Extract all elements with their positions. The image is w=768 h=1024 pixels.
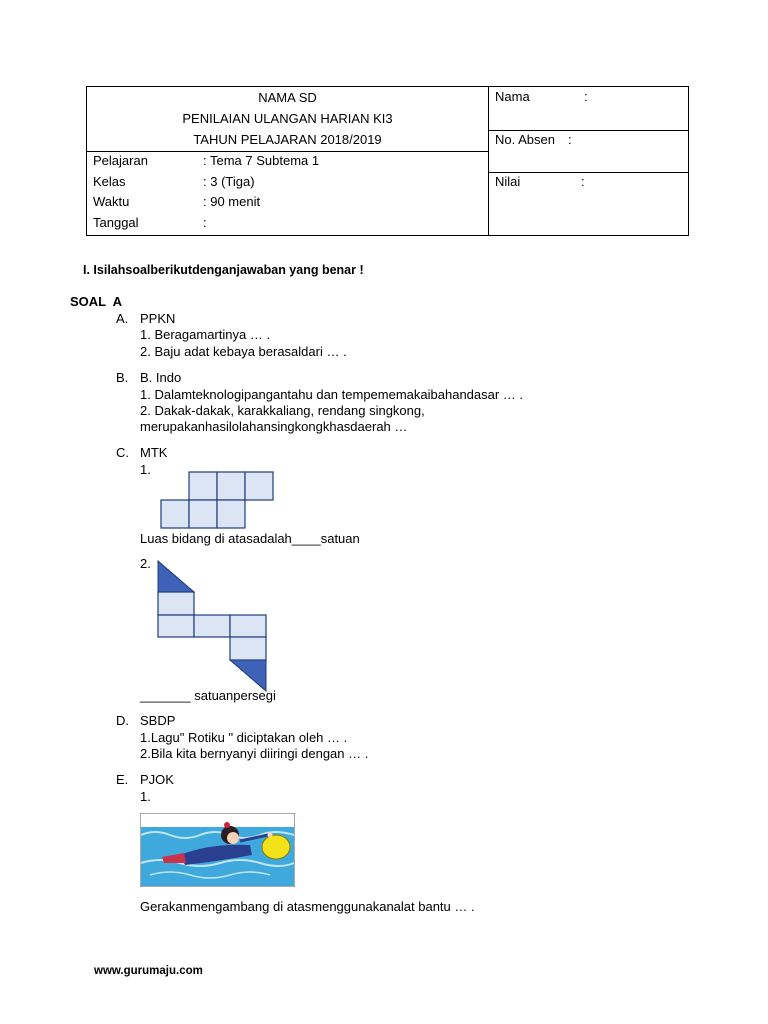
exam-title: PENILAIAN ULANGAN HARIAN KI3 bbox=[182, 111, 393, 126]
footer-website: www.gurumaju.com bbox=[94, 965, 203, 977]
question: 2. Dakak-dakak, karakkaliang, rendang singkong, bbox=[140, 403, 425, 418]
triangle-piece bbox=[158, 561, 194, 592]
question: 1. Dalamteknologipangantahu dan tempememakaibahandasar … . bbox=[140, 387, 524, 402]
info-value-tanggal: : bbox=[203, 215, 207, 230]
triangle-piece bbox=[230, 660, 266, 691]
info-value-waktu: : 90 menit bbox=[203, 194, 261, 209]
grid-square bbox=[194, 615, 230, 637]
swimming-illustration bbox=[140, 813, 295, 887]
grid-square bbox=[217, 472, 245, 500]
section-title: PJOK bbox=[140, 772, 174, 787]
answer-line: Gerakanmengambang di atasmenggunakanalat bantu … . bbox=[140, 899, 475, 914]
section-title: SBDP bbox=[140, 713, 176, 728]
question-continued: merupakanhasilolahansingkongkhasdaerah … bbox=[140, 419, 408, 434]
instruction: I. Isilahsoalberikutdenganjawaban yang benar ! bbox=[83, 263, 364, 277]
section-title: PPKN bbox=[140, 311, 176, 326]
info-label-tanggal: Tanggal bbox=[93, 215, 139, 230]
question: 2.Bila kita bernyanyi diiringi dengan … . bbox=[140, 746, 369, 761]
table-divider bbox=[488, 130, 689, 131]
field-colon-nama: : bbox=[584, 89, 588, 104]
school-year: TAHUN PELAJARAN 2018/2019 bbox=[193, 132, 382, 147]
info-label-kelas: Kelas bbox=[93, 174, 126, 189]
section-letter: A. bbox=[116, 311, 129, 326]
field-label-nilai: Nilai bbox=[495, 174, 521, 189]
info-label-pelajaran: Pelajaran bbox=[93, 153, 148, 168]
info-value-kelas: : 3 (Tiga) bbox=[203, 174, 255, 189]
question-number: 2. bbox=[140, 556, 151, 571]
grid-square bbox=[161, 500, 189, 528]
answer-line: Luas bidang di atasadalah____satuan bbox=[140, 531, 360, 546]
field-label-absen: No. Absen bbox=[495, 132, 555, 147]
section-letter: D. bbox=[116, 713, 129, 728]
question: 2. Baju adat kebaya berasaldari … . bbox=[140, 344, 347, 359]
info-label-waktu: Waktu bbox=[93, 194, 130, 209]
question: 1. Beragamartinya … . bbox=[140, 327, 271, 342]
school-name: NAMA SD bbox=[258, 90, 317, 105]
grid-square bbox=[230, 615, 266, 637]
grid-square bbox=[230, 637, 266, 660]
answer-line: _______ satuanpersegi bbox=[140, 688, 276, 703]
question-number: 1. bbox=[140, 462, 151, 477]
table-divider bbox=[488, 172, 689, 173]
table-divider bbox=[488, 87, 489, 235]
kickboard bbox=[262, 835, 290, 859]
info-value-pelajaran: : Tema 7 Subtema 1 bbox=[203, 153, 320, 168]
grid-square bbox=[158, 592, 194, 615]
grid-square bbox=[189, 472, 217, 500]
field-colon-nilai: : bbox=[581, 174, 585, 189]
section-title: MTK bbox=[140, 445, 168, 460]
field-label-nama: Nama bbox=[495, 89, 530, 104]
grid-square bbox=[245, 472, 273, 500]
field-colon-absen: : bbox=[568, 132, 572, 147]
table-divider bbox=[87, 151, 488, 152]
grid-square bbox=[189, 500, 217, 528]
section-letter: C. bbox=[116, 445, 129, 460]
net-shape-figure bbox=[156, 558, 271, 694]
question: 1.Lagu" Rotiku " diciptakan oleh … . bbox=[140, 730, 348, 745]
header-table bbox=[86, 86, 689, 236]
section-letter: B. bbox=[116, 370, 129, 385]
section-title: B. Indo bbox=[140, 370, 182, 385]
grid-shape-figure bbox=[158, 470, 278, 532]
grid-square bbox=[158, 615, 194, 637]
section-letter: E. bbox=[116, 772, 129, 787]
grid-square bbox=[217, 500, 245, 528]
question-number: 1. bbox=[140, 789, 151, 804]
soal-title: SOAL A bbox=[70, 294, 123, 309]
